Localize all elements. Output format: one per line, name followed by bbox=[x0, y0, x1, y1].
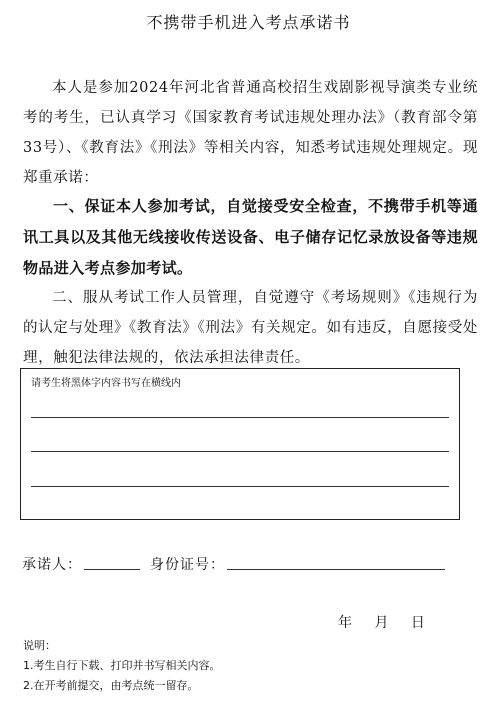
signer-label: 承诺人： bbox=[22, 557, 82, 573]
pledge-item-1: 一、保证本人参加考试，自觉接受安全检查，不携带手机等通讯工具以及其他无线接收传送设备、电子储存记忆录放设备等违规物品进入考点参加考试。 bbox=[23, 197, 478, 277]
note-item: 1.考生自行下载、打印并书写相关内容。 bbox=[23, 659, 221, 672]
document-title: 不携带手机进入考点承诺书 bbox=[146, 13, 351, 32]
writing-line bbox=[31, 451, 449, 452]
id-number-label: 身份证号： bbox=[150, 557, 225, 573]
id-number-field[interactable] bbox=[227, 569, 445, 570]
date-line: 年 月 日 bbox=[338, 615, 425, 631]
handwriting-box[interactable] bbox=[20, 368, 460, 520]
writing-line bbox=[31, 417, 449, 418]
handwriting-box-label: 请考生将黑体字内容书写在横线内 bbox=[31, 378, 181, 389]
note-item: 2.在开考前提交，由考点统一留存。 bbox=[23, 679, 199, 692]
writing-line bbox=[31, 486, 449, 487]
pledge-item-2: 二、服从考试工作人员管理，自觉遵守《考场规则》《违规行为的认定与处理》《教育法》《刑法》有关规定。如有违反，自愿接受处理，触犯法律法规的，依法承担法律责任。 bbox=[23, 290, 478, 366]
notes-heading: 说明： bbox=[23, 639, 56, 652]
intro-paragraph: 本人是参加2024年河北省普通高校招生戏剧影视导演类专业统考的考生，已认真学习《国家教育考试违规处理办法》（教育部令第33号）、《教育法》《刑法》等相关内容，知悉考试违规处理规定。现郑重承诺： bbox=[23, 80, 478, 186]
signer-field[interactable] bbox=[84, 569, 140, 570]
notes-section bbox=[23, 636, 221, 696]
